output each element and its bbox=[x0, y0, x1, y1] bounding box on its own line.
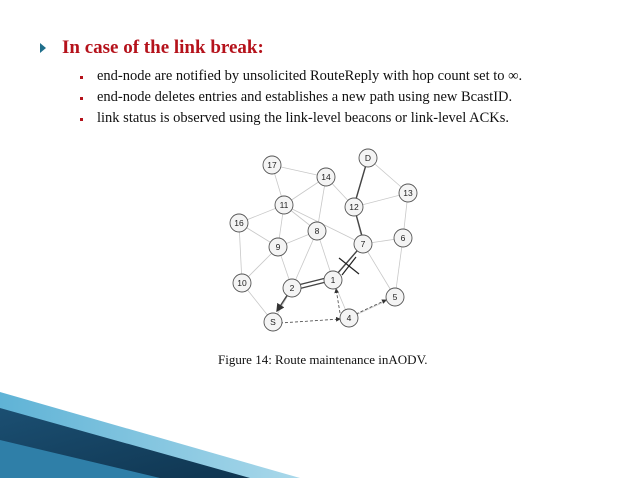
node-label: 9 bbox=[275, 242, 281, 252]
node-label: 10 bbox=[237, 278, 247, 288]
node-label: 16 bbox=[234, 218, 244, 228]
node-label: 1 bbox=[330, 275, 336, 285]
node-label: 2 bbox=[289, 283, 295, 293]
node-label: D bbox=[364, 153, 372, 163]
node-label: 6 bbox=[400, 233, 406, 243]
node-label: 11 bbox=[279, 200, 289, 210]
node-label: 8 bbox=[314, 226, 320, 236]
node-label: S bbox=[270, 317, 276, 327]
node-label: 14 bbox=[321, 172, 331, 182]
figure-caption: Figure 14: Route maintenance inAODV. bbox=[218, 352, 428, 367]
bullet-text: end-node deletes entries and establishes a new path using new BcastID. bbox=[97, 89, 513, 105]
node-label: 17 bbox=[267, 160, 277, 170]
node-label: 4 bbox=[346, 313, 352, 323]
node-label: 12 bbox=[349, 202, 359, 212]
node-label: 13 bbox=[403, 188, 413, 198]
node-label: 7 bbox=[360, 239, 366, 249]
bullet-text: end-node are notified by unsolicited RouteReply with hop count set to ∞. bbox=[97, 68, 523, 84]
node-label: 5 bbox=[392, 292, 398, 302]
slide-heading: In case of the link break: bbox=[62, 37, 264, 58]
bullet-text: link status is observed using the link-level beacons or link-level ACKs. bbox=[97, 110, 509, 126]
